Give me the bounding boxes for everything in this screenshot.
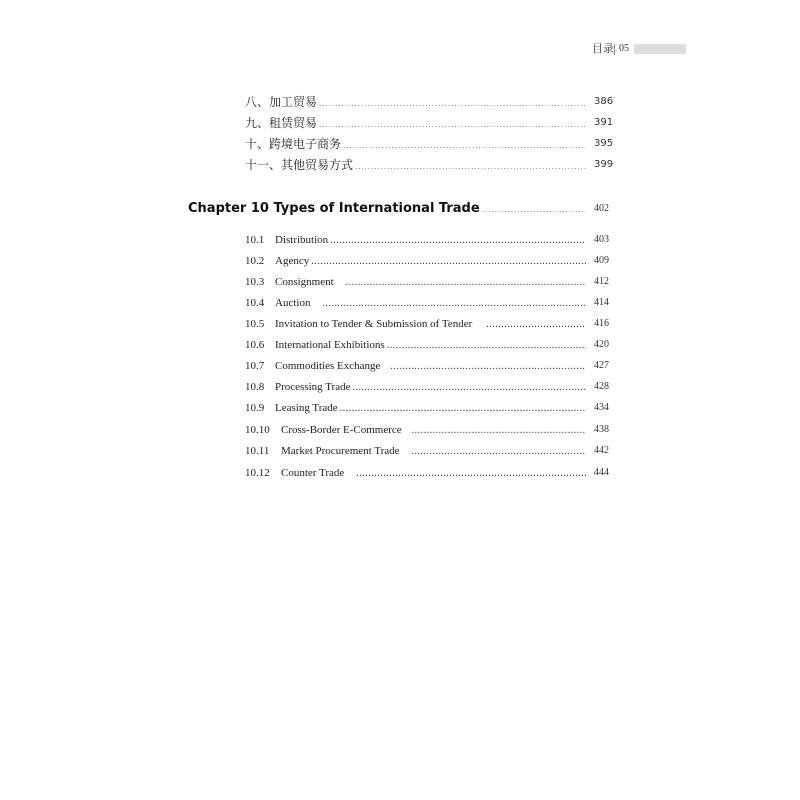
dot-leader (346, 274, 586, 292)
section-title: Market Procurement Trade (281, 445, 400, 457)
section-number: 10.8 (245, 381, 265, 393)
dot-leader (355, 158, 586, 176)
chapter-title: Chapter 10 Types of International Trade (188, 201, 480, 216)
section-number: 10.1 (245, 234, 265, 246)
dot-leader (390, 358, 586, 376)
section-title: Auction (275, 297, 311, 309)
section-title: International Exhibitions (275, 339, 385, 351)
toc-section-entry[interactable] (245, 294, 609, 312)
dot-leader (319, 95, 586, 113)
toc-section-entry[interactable] (245, 231, 609, 249)
dot-leader (343, 137, 586, 155)
toc-section-entry[interactable] (245, 399, 609, 417)
section-title: Consignment (275, 276, 334, 288)
section-number: 10.10 (245, 424, 270, 436)
toc-entry-zh[interactable] (245, 156, 614, 174)
toc-chapter-heading[interactable] (188, 198, 609, 220)
toc-entry-title: 十一、其他贸易方式 (245, 158, 354, 172)
dot-leader (322, 295, 586, 313)
section-page: 428 (594, 381, 609, 392)
toc-entry-page: 386 (594, 96, 614, 107)
section-title: Commodities Exchange (275, 360, 381, 372)
dot-leader (340, 400, 586, 418)
dot-leader (311, 253, 586, 271)
toc-section-entry[interactable] (245, 336, 609, 354)
dot-leader (486, 316, 586, 334)
section-title: Leasing Trade (275, 402, 338, 414)
dot-leader (319, 116, 586, 134)
toc-entry-title: 八、加工贸易 (245, 95, 318, 109)
section-number: 10.11 (245, 445, 270, 457)
section-page: 412 (594, 276, 609, 287)
section-page: 442 (594, 445, 609, 456)
section-title: Invitation to Tender & Submission of Tender (275, 318, 473, 330)
section-title: Cross-Border E-Commerce (281, 424, 402, 436)
section-page: 438 (594, 424, 609, 435)
dot-leader (352, 379, 586, 397)
section-page: 427 (594, 360, 609, 371)
running-header (0, 42, 800, 56)
toc-entry-zh[interactable] (245, 135, 614, 153)
section-page: 420 (594, 339, 609, 350)
section-number: 10.2 (245, 255, 265, 267)
toc-entry-zh[interactable] (245, 114, 614, 132)
dot-leader (330, 232, 586, 250)
header-gray-bar (634, 44, 686, 54)
section-page: 434 (594, 402, 609, 413)
dot-leader (356, 465, 586, 483)
dot-leader (412, 443, 586, 461)
toc-entry-zh[interactable] (245, 93, 614, 111)
toc-section-entry[interactable] (245, 442, 609, 460)
toc-section-entry[interactable] (245, 378, 609, 396)
section-number: 10.9 (245, 402, 265, 414)
chapter-page: 402 (594, 203, 609, 214)
dot-leader (387, 337, 586, 355)
toc-section-entry[interactable] (245, 273, 609, 291)
section-title: Agency (275, 255, 310, 267)
dot-leader (482, 199, 586, 221)
toc-section-entry[interactable] (245, 421, 609, 439)
toc-section-entry[interactable] (245, 315, 609, 333)
section-title: Processing Trade (275, 381, 351, 393)
header-separator (614, 44, 615, 55)
section-page: 403 (594, 234, 609, 245)
toc-section-entry[interactable] (245, 252, 609, 270)
toc-entry-page: 391 (594, 117, 614, 128)
section-page: 416 (594, 318, 609, 329)
section-page: 409 (594, 255, 609, 266)
toc-section-entry[interactable] (245, 464, 609, 482)
header-label: 目录 (592, 42, 614, 55)
section-page: 414 (594, 297, 609, 308)
toc-entry-page: 399 (594, 159, 614, 170)
section-title: Counter Trade (281, 467, 345, 479)
header-page-number: 05 (619, 43, 629, 54)
toc-entry-page: 395 (594, 138, 614, 149)
section-number: 10.3 (245, 276, 265, 288)
toc-section-entry[interactable] (245, 357, 609, 375)
section-page: 444 (594, 467, 609, 478)
section-number: 10.5 (245, 318, 265, 330)
section-number: 10.12 (245, 467, 270, 479)
dot-leader (412, 422, 586, 440)
toc-entry-title: 九、租赁贸易 (245, 116, 318, 130)
section-number: 10.7 (245, 360, 265, 372)
section-number: 10.6 (245, 339, 265, 351)
toc-entry-title: 十、跨境电子商务 (245, 137, 342, 151)
section-title: Distribution (275, 234, 329, 246)
section-number: 10.4 (245, 297, 265, 309)
